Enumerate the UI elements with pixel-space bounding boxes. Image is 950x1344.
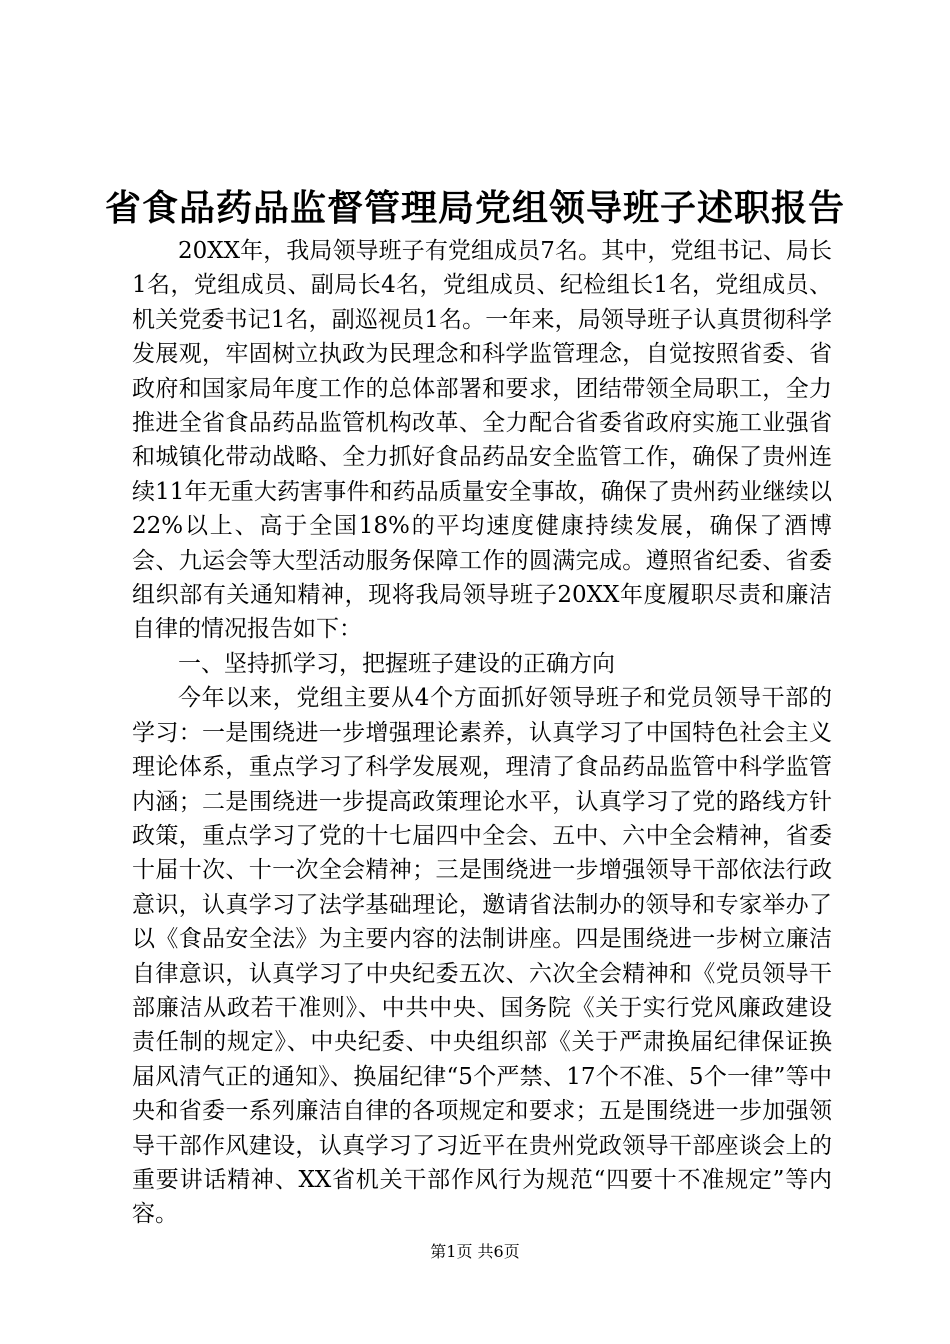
document-body [132,234,832,1232]
document-title: 省食品药品监督管理局党组领导班子述职报告 [104,187,845,229]
section-heading-1: 一、坚持抓学习，把握班子建设的正确方向 [178,650,615,677]
page-footer: 第1页 共6页 [430,1242,520,1261]
paragraph-intro: 20XX年，我局领导班子有党组成员7名。其中，党组书记、局长1名，党组成员、副局长4名，党组成员、纪检组长1名，党组成员、机关党委书记1名，副巡视员1名。一年来，局领导班子认真贯彻科学发展观，牢固树立执政为民理念和科学监管理念，自觉按照省委、省政府和国家局年度工作的总体部署和要求，团结带领全局职工，全力推进全省食品药品监管机构改革、全力配合省委省政府实施工业强省和城镇化带动战略、全力抓好食品药品安全监管工作，确保了贵州连续11年无重大药害事件和药品质量安全事故，确保了贵州药业继续以22%以上、高于全国18%的平均速度健康持续发展，确保了酒博会、九运会等大型活动服务保障工作的圆满完成。遵照省纪委、省委组织部有关通知精神，现将我局领导班子20XX年度履职尽责和廉洁自律的情况报告如下： [132,238,832,643]
paragraph-study: 今年以来，党组主要从4个方面抓好领导班子和党员领导干部的学习：一是围绕进一步增强理论素养，认真学习了中国特色社会主义理论体系，重点学习了科学发展观，理清了食品药品监管中科学监管内涵；二是围绕进一步提高政策理论水平，认真学习了党的路线方针政策，重点学习了党的十七届四中全会、五中、六中全会精神，省委十届十次、十一次全会精神；三是围绕进一步增强领导干部依法行政意识，认真学习了法学基础理论，邀请省法制办的领导和专家举办了以《食品安全法》为主要内容的法制讲座。四是围绕进一步树立廉洁自律意识，认真学习了中央纪委五次、六次全会精神和《党员领导干部廉洁从政若干准则》、中共中央、国务院《关于实行党风廉政建设责任制的规定》、中央纪委、中央组织部《关于严肃换届纪律保证换届风清气正的通知》、换届纪律“5个严禁、17个不准、5个一律”等中央和省委一系列廉洁自律的各项规定和要求；五是围绕进一步加强领导干部作风建设，认真学习了习近平在贵州党政领导干部座谈会上的重要讲话精神、XX省机关干部作风行为规范“四要十不准规定”等内容。 [132,685,832,1228]
